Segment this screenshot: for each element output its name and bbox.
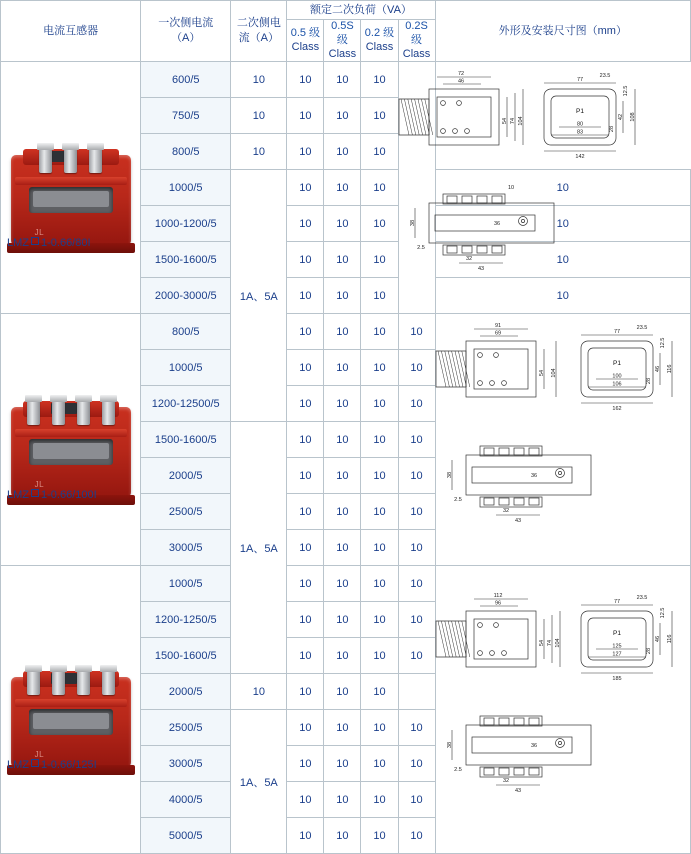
- svg-text:38: 38: [409, 219, 416, 226]
- svg-text:28: 28: [608, 125, 615, 132]
- svg-text:116: 116: [666, 364, 673, 374]
- burden-value-0: 10: [287, 242, 324, 278]
- svg-text:28: 28: [645, 377, 652, 384]
- primary-current-value: 800/5: [141, 314, 231, 350]
- burden-value-0: 10: [287, 170, 324, 206]
- svg-text:23.5: 23.5: [636, 594, 647, 601]
- table-row: [1, 314, 691, 350]
- svg-text:28: 28: [645, 647, 652, 654]
- svg-text:12.5: 12.5: [622, 85, 629, 97]
- primary-terminal-bolt: [77, 395, 90, 425]
- burden-value-2: 10: [324, 674, 361, 710]
- product-cell-2: [1, 566, 141, 854]
- dimension-drawing-wrap: [399, 63, 636, 313]
- svg-text:54: 54: [501, 117, 508, 124]
- svg-text:77: 77: [613, 328, 620, 335]
- burden-value-3: 10: [398, 638, 435, 674]
- burden-value-0: 10: [287, 530, 324, 566]
- product-model-label: [7, 237, 91, 249]
- terminal-bolt-row: [7, 665, 135, 695]
- burden-value-2: 10: [361, 746, 398, 782]
- burden-value-2: 10: [361, 602, 398, 638]
- svg-text:83: 83: [576, 129, 583, 136]
- svg-text:P1: P1: [612, 359, 621, 367]
- svg-text:96: 96: [494, 600, 501, 607]
- top-view: [436, 323, 557, 397]
- burden-value-0: 10: [231, 62, 287, 98]
- svg-text:185: 185: [612, 675, 622, 682]
- burden-value-0: 10: [287, 602, 324, 638]
- burden-value-0: 10: [231, 98, 287, 134]
- burden-value-0: 10: [287, 566, 324, 602]
- burden-value-3: 10: [361, 674, 398, 710]
- primary-terminal-bolt: [102, 395, 115, 425]
- header-class-0.2S-word: Class: [402, 47, 431, 60]
- transformer-busbar-window: [29, 439, 113, 465]
- burden-value-2: 10: [361, 350, 398, 386]
- svg-text:91: 91: [494, 322, 501, 329]
- primary-current-value: 1500-1600/5: [141, 242, 231, 278]
- burden-value-1: 10: [324, 314, 361, 350]
- svg-text:104: 104: [517, 116, 524, 126]
- product-image-wrap: [1, 375, 140, 505]
- svg-text:77: 77: [613, 598, 620, 605]
- primary-terminal-bolt: [27, 665, 40, 695]
- svg-text:74: 74: [546, 639, 553, 646]
- burden-value-1: 10: [324, 422, 361, 458]
- header-class-0.2-num: 0.2 级: [364, 26, 395, 39]
- header-class-0.2-word: Class: [365, 40, 394, 53]
- primary-current-value: 1000/5: [141, 170, 231, 206]
- svg-text:104: 104: [550, 368, 557, 378]
- header-class-0.5-num: 0.5 级: [290, 26, 321, 39]
- header-class-0.5: [287, 20, 324, 62]
- burden-value-3: 10: [361, 98, 398, 134]
- burden-value-3: 10: [398, 458, 435, 494]
- burden-value-1: 10: [324, 170, 361, 206]
- transformer-front-shelf: [15, 177, 127, 185]
- terminal-bolt-row: [7, 143, 135, 173]
- burden-value-1: 10: [324, 638, 361, 674]
- svg-text:108: 108: [629, 112, 636, 122]
- burden-value-3: 10: [435, 278, 690, 314]
- header-dimensions: 外形及安装尺寸图（mm）: [435, 1, 690, 62]
- svg-text:116: 116: [666, 634, 673, 644]
- table-header-row-1: [1, 1, 691, 20]
- dimension-cell-2: [435, 566, 690, 854]
- burden-value-1: 10: [287, 62, 324, 98]
- burden-value-2: 10: [361, 278, 398, 314]
- model-square-placeholder: [31, 759, 39, 767]
- header-class-0.2S-num: 0.2S 级: [405, 20, 428, 46]
- header-rated-burden: 额定二次负荷（VA）: [287, 1, 435, 20]
- svg-text:2.5: 2.5: [453, 766, 462, 773]
- svg-text:2.5: 2.5: [453, 496, 462, 503]
- primary-current-value: 3000/5: [141, 530, 231, 566]
- burden-value-3: 10: [398, 494, 435, 530]
- base-view: [447, 446, 591, 524]
- svg-text:142: 142: [574, 153, 585, 160]
- top-view: [436, 593, 561, 667]
- base-view: [410, 185, 554, 272]
- primary-terminal-bolt: [52, 395, 65, 425]
- base-view: [447, 716, 591, 794]
- model-square-placeholder: [31, 489, 39, 497]
- svg-text:23.5: 23.5: [599, 72, 610, 79]
- burden-value-1: 10: [324, 494, 361, 530]
- secondary-current-value: 1A、5A: [231, 170, 287, 422]
- burden-value-3: 10: [361, 134, 398, 170]
- svg-text:36: 36: [530, 472, 537, 479]
- svg-text:43: 43: [514, 517, 521, 524]
- burden-value-2: 10: [361, 386, 398, 422]
- brand-marking: JL: [34, 749, 45, 759]
- primary-current-value: 2000/5: [141, 458, 231, 494]
- primary-current-value: 1000/5: [141, 566, 231, 602]
- primary-terminal-bolt: [39, 143, 52, 173]
- header-primary-current: [141, 1, 231, 62]
- svg-text:46: 46: [457, 78, 464, 85]
- svg-text:72: 72: [457, 70, 464, 77]
- burden-value-0: 10: [287, 494, 324, 530]
- primary-current-value: 1500-1600/5: [141, 422, 231, 458]
- svg-text:38: 38: [446, 471, 453, 478]
- svg-text:10: 10: [507, 184, 514, 191]
- svg-text:P1: P1: [575, 107, 584, 115]
- primary-terminal-bolt: [102, 665, 115, 695]
- burden-value-0: 10: [231, 134, 287, 170]
- burden-value-1: 10: [287, 674, 324, 710]
- svg-text:74: 74: [509, 117, 516, 124]
- burden-value-3: 10: [398, 746, 435, 782]
- terminal-bolt-row: [7, 395, 135, 425]
- product-model-prefix: LMZ: [7, 758, 29, 771]
- svg-text:54: 54: [538, 369, 545, 376]
- burden-value-0: 10: [287, 350, 324, 386]
- burden-value-2: 10: [324, 98, 361, 134]
- primary-current-value: 4000/5: [141, 782, 231, 818]
- burden-value-2: 10: [361, 818, 398, 854]
- product-model-label: [7, 759, 97, 771]
- product-model-prefix: LMZ: [7, 236, 29, 249]
- primary-current-value: 1200-12500/5: [141, 386, 231, 422]
- transformer-busbar-window: [29, 187, 113, 213]
- burden-value-2: 10: [361, 206, 398, 242]
- burden-value-3: 10: [398, 314, 435, 350]
- burden-value-2: 10: [361, 638, 398, 674]
- burden-value-0: 10: [287, 386, 324, 422]
- header-class-0.2S: [398, 20, 435, 62]
- burden-value-2: 10: [361, 422, 398, 458]
- header-secondary-current-line1: 二次侧电: [236, 17, 281, 30]
- burden-value-0: 10: [287, 314, 324, 350]
- primary-current-value: 1000-1200/5: [141, 206, 231, 242]
- header-class-0.2: [361, 20, 398, 62]
- product-model-label: [7, 489, 97, 501]
- primary-current-value: 2000-3000/5: [141, 278, 231, 314]
- burden-value-2: 10: [361, 314, 398, 350]
- burden-value-1: 10: [324, 350, 361, 386]
- primary-terminal-bolt: [64, 143, 77, 173]
- transformer-front-shelf: [15, 699, 127, 707]
- table-row: [1, 566, 691, 602]
- burden-value-3: 10: [435, 170, 690, 206]
- burden-value-3: 10: [398, 566, 435, 602]
- burden-value-0: 10: [287, 638, 324, 674]
- header-class-0.5-word: Class: [291, 40, 320, 53]
- table-row: [1, 62, 691, 98]
- burden-value-2: 10: [324, 62, 361, 98]
- burden-value-3: 10: [398, 602, 435, 638]
- svg-text:36: 36: [493, 220, 500, 227]
- product-model-prefix: LMZ: [7, 488, 29, 501]
- primary-current-value: 2000/5: [141, 674, 231, 710]
- primary-current-value: 1000/5: [141, 350, 231, 386]
- product-cell-0: [1, 62, 141, 314]
- svg-text:112: 112: [493, 592, 502, 599]
- svg-text:77: 77: [576, 76, 583, 83]
- svg-text:106: 106: [612, 381, 622, 388]
- primary-current-value: 800/5: [141, 134, 231, 170]
- header-secondary-current: [231, 1, 287, 62]
- svg-text:46: 46: [654, 365, 661, 372]
- svg-text:2.5: 2.5: [416, 244, 425, 251]
- primary-terminal-bolt: [77, 665, 90, 695]
- burden-value-3: 10: [398, 818, 435, 854]
- svg-text:43: 43: [477, 265, 484, 272]
- burden-value-1: 10: [324, 458, 361, 494]
- burden-value-2: 10: [324, 134, 361, 170]
- product-model-suffix: 1-0.66/125I: [41, 758, 97, 771]
- dimension-drawing-wrap: [436, 315, 690, 565]
- burden-value-0: 10: [287, 458, 324, 494]
- burden-value-0: 10: [287, 710, 324, 746]
- burden-value-0: 10: [287, 278, 324, 314]
- header-class-0.5S-word: Class: [328, 47, 357, 60]
- primary-current-value: 3000/5: [141, 746, 231, 782]
- product-image-wrap: [1, 645, 140, 775]
- svg-text:100: 100: [612, 373, 622, 380]
- header-class-0.5S-num: 0.5S 级: [331, 20, 354, 46]
- svg-text:P1: P1: [612, 629, 621, 637]
- burden-value-0: 10: [287, 818, 324, 854]
- primary-terminal-bolt: [27, 395, 40, 425]
- burden-value-2: 10: [361, 566, 398, 602]
- burden-value-1: 10: [287, 98, 324, 134]
- burden-value-3: 10: [398, 422, 435, 458]
- transformer-busbar-window: [29, 709, 113, 735]
- burden-value-2: 10: [361, 782, 398, 818]
- burden-value-0: 10: [231, 674, 287, 710]
- burden-value-0: 10: [287, 422, 324, 458]
- primary-terminal-bolt: [52, 665, 65, 695]
- burden-value-3: 10: [435, 206, 690, 242]
- primary-current-value: 2500/5: [141, 494, 231, 530]
- burden-value-3: 10: [361, 62, 398, 98]
- burden-value-2: 10: [361, 530, 398, 566]
- header-primary-current-line2: （A）: [171, 32, 201, 45]
- svg-text:127: 127: [612, 651, 622, 658]
- header-class-0.5S: [324, 20, 361, 62]
- svg-text:43: 43: [514, 787, 521, 794]
- secondary-current-value: 1A、5A: [231, 710, 287, 854]
- svg-text:36: 36: [530, 742, 537, 749]
- model-square-placeholder: [31, 237, 39, 245]
- svg-text:54: 54: [538, 639, 545, 646]
- svg-text:12.5: 12.5: [659, 337, 666, 349]
- front-view: [581, 325, 673, 412]
- burden-value-3: 10: [398, 350, 435, 386]
- burden-value-1: 10: [324, 386, 361, 422]
- burden-value-1: 10: [324, 782, 361, 818]
- burden-value-1: 10: [324, 602, 361, 638]
- primary-terminal-bolt: [89, 143, 102, 173]
- burden-value-3: 10: [398, 386, 435, 422]
- burden-value-3: 10: [398, 530, 435, 566]
- burden-value-0: 10: [287, 206, 324, 242]
- burden-value-3: 10: [435, 242, 690, 278]
- dimension-cell-1: [435, 314, 690, 566]
- svg-text:80: 80: [576, 121, 583, 128]
- dimension-drawing: [436, 585, 689, 835]
- svg-text:69: 69: [494, 330, 501, 337]
- burden-value-0: 10: [287, 746, 324, 782]
- primary-current-value: 600/5: [141, 62, 231, 98]
- burden-value-1: 10: [324, 206, 361, 242]
- svg-text:12.5: 12.5: [659, 607, 666, 619]
- top-view: [399, 71, 524, 145]
- front-view: [581, 595, 673, 682]
- secondary-current-value: 1A、5A: [231, 422, 287, 674]
- burden-value-2: 10: [361, 458, 398, 494]
- dimension-drawing-wrap: [436, 585, 690, 835]
- burden-value-1: 10: [324, 746, 361, 782]
- header-product: 电流互感器: [1, 1, 141, 62]
- burden-value-1: 10: [287, 134, 324, 170]
- primary-current-value: 1500-1600/5: [141, 638, 231, 674]
- svg-text:32: 32: [502, 777, 509, 784]
- svg-text:42: 42: [617, 113, 624, 120]
- burden-value-2: 10: [361, 170, 398, 206]
- burden-value-1: 10: [324, 530, 361, 566]
- header-secondary-current-line2: 流（A）: [238, 32, 279, 45]
- svg-text:162: 162: [612, 405, 622, 412]
- product-model-suffix: 1-0.66/80I: [41, 236, 91, 249]
- primary-current-value: 2500/5: [141, 710, 231, 746]
- burden-value-3: 10: [398, 710, 435, 746]
- svg-text:32: 32: [465, 255, 472, 262]
- product-cell-1: [1, 314, 141, 566]
- brand-marking: JL: [34, 227, 45, 237]
- dimension-cell-0: [398, 62, 636, 314]
- svg-text:23.5: 23.5: [636, 324, 647, 331]
- svg-text:38: 38: [446, 741, 453, 748]
- primary-current-value: 1200-1250/5: [141, 602, 231, 638]
- dimension-drawing: [436, 315, 689, 565]
- primary-current-value: 750/5: [141, 98, 231, 134]
- svg-text:104: 104: [554, 638, 561, 648]
- front-view: [544, 73, 636, 160]
- table-body: [1, 62, 691, 854]
- burden-value-0: 10: [287, 782, 324, 818]
- transformer-front-shelf: [15, 429, 127, 437]
- burden-value-1: 10: [324, 566, 361, 602]
- burden-value-2: 10: [361, 494, 398, 530]
- burden-value-1: 10: [324, 278, 361, 314]
- burden-value-2: 10: [361, 710, 398, 746]
- product-model-suffix: 1-0.66/100I: [41, 488, 97, 501]
- brand-marking: JL: [34, 479, 45, 489]
- dimension-drawing: [399, 63, 652, 313]
- primary-current-value: 5000/5: [141, 818, 231, 854]
- burden-value-1: 10: [324, 710, 361, 746]
- burden-value-3: 10: [398, 782, 435, 818]
- svg-text:125: 125: [612, 643, 622, 650]
- svg-text:32: 32: [502, 507, 509, 514]
- svg-text:46: 46: [654, 635, 661, 642]
- burden-value-1: 10: [324, 242, 361, 278]
- burden-value-2: 10: [361, 242, 398, 278]
- header-primary-current-line1: 一次侧电流: [158, 17, 214, 30]
- product-image-wrap: [1, 123, 140, 253]
- burden-value-1: 10: [324, 818, 361, 854]
